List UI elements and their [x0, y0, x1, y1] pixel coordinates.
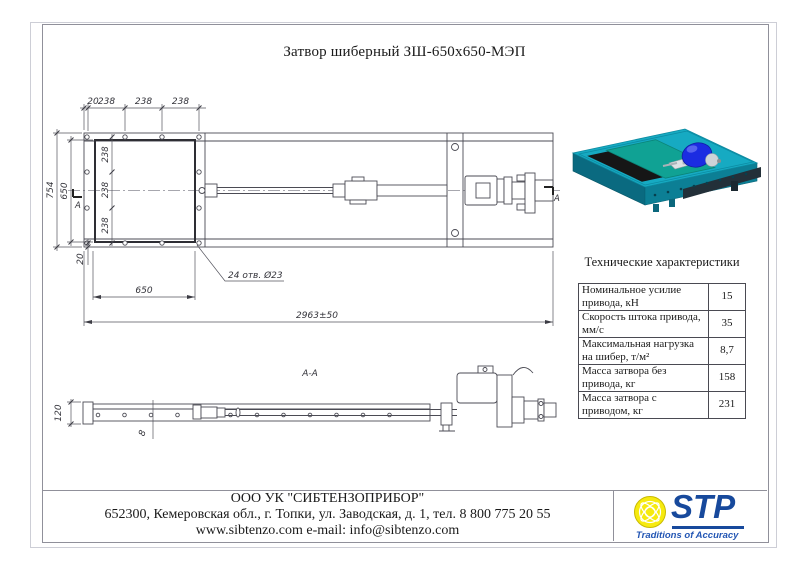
specs-heading: Технические характеристики — [584, 255, 740, 269]
svg-text:20: 20 — [76, 253, 86, 265]
spec-value: 15 — [709, 284, 746, 311]
spec-label: Масса затвора без привода, кг — [579, 364, 709, 391]
spec-label: Максимальная нагрузка на шибер, т/м² — [579, 337, 709, 364]
section-letter: А — [75, 201, 81, 211]
svg-text:238: 238 — [101, 217, 111, 234]
svg-text:650: 650 — [135, 286, 153, 296]
dim-bottom-650 — [93, 251, 195, 300]
section-title: А-А — [302, 369, 318, 379]
actuator-assembly — [199, 144, 553, 237]
dim-chain-inner — [101, 134, 115, 246]
holes-leader-note — [197, 245, 284, 281]
spec-value: 231 — [709, 391, 746, 418]
specs-row — [579, 310, 746, 337]
dim-chain-top — [80, 97, 206, 131]
stp-logo-text: STP — [671, 488, 736, 525]
main-view-drawing — [40, 85, 565, 335]
specs-row — [579, 284, 746, 311]
svg-text:120: 120 — [54, 404, 64, 422]
section-cut-mark-left — [73, 189, 82, 211]
spec-label: Скорость штока привода, мм/с — [579, 310, 709, 337]
stp-logo — [613, 490, 767, 541]
company-web-email: www.sibtenzo.com e-mail: info@sibtenzo.com — [195, 523, 460, 538]
svg-text:238: 238 — [97, 97, 116, 107]
spec-label: Масса затвора с приводом, кг — [579, 391, 709, 418]
footer-company-block — [42, 491, 613, 539]
stp-logo-tagline: Traditions of Accuracy — [636, 530, 739, 541]
spec-value: 35 — [709, 310, 746, 337]
svg-text:24 отв. Ø23: 24 отв. Ø23 — [228, 271, 283, 281]
side-view-drawing — [40, 355, 565, 455]
company-address: 652300, Кемеровская обл., г. Топки, ул. Заводская, д. 1, тел. 8 800 775 20 55 — [104, 507, 551, 522]
dim-bottom-20 — [76, 239, 91, 265]
specs-row — [579, 391, 746, 418]
svg-text:238: 238 — [134, 97, 153, 107]
section-letter: А — [554, 194, 560, 204]
render-body — [573, 129, 761, 212]
spec-label: Номинальное усилие привода, кН — [579, 284, 709, 311]
page-title: Затвор шиберный ЗШ-650х650-МЭП — [283, 44, 526, 60]
svg-text:238: 238 — [101, 146, 111, 163]
dim-left-650 — [60, 136, 93, 246]
svg-text:238: 238 — [101, 181, 111, 199]
svg-text:650: 650 — [60, 182, 70, 200]
stp-emblem-icon — [633, 495, 667, 529]
product-3d-render — [565, 105, 795, 235]
dim-side-120 — [54, 399, 81, 427]
specs-row — [579, 337, 746, 364]
specs-table — [578, 283, 746, 419]
svg-text:754: 754 — [46, 181, 56, 199]
spec-value: 8,7 — [709, 337, 746, 364]
svg-text:20: 20 — [87, 97, 99, 107]
dim-plate-thickness — [137, 400, 153, 439]
stp-logo-underline — [672, 526, 744, 529]
company-name: ООО УК "СИБТЕНЗОПРИБОР" — [230, 491, 425, 506]
dim-overall — [84, 251, 553, 326]
svg-text:238: 238 — [171, 97, 190, 107]
svg-text:8: 8 — [137, 428, 149, 438]
specs-row — [579, 364, 746, 391]
svg-text:2963±50: 2963±50 — [296, 311, 338, 321]
side-body — [83, 402, 430, 424]
spec-value: 158 — [709, 364, 746, 391]
